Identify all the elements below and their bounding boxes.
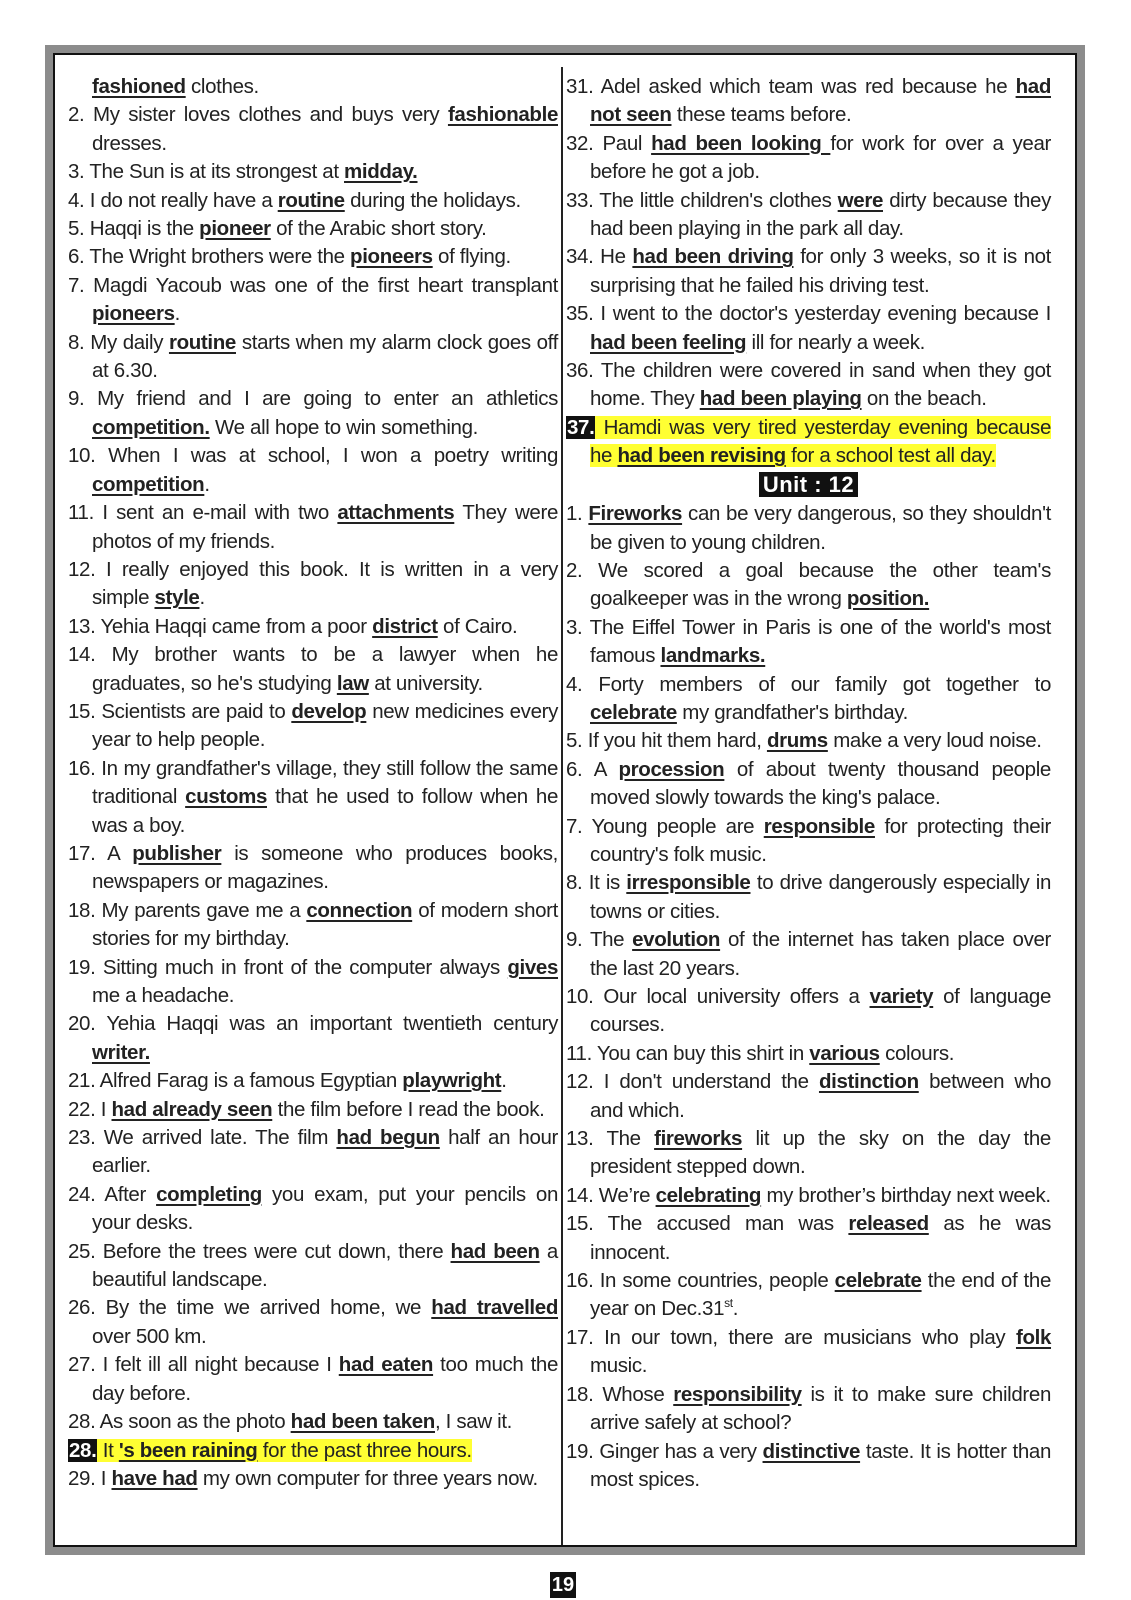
sentence-text: Yehia Haqqi was an important twentieth century — [106, 1012, 558, 1036]
exercise-item — [566, 756, 1051, 813]
answer-keyword: pioneer — [199, 217, 271, 241]
answer-keyword: folk — [1015, 1325, 1052, 1349]
sentence-text: The Eiffel Tower in Paris is one of the world's most famous — [589, 615, 1052, 668]
unit-header-label: Unit : 12 — [759, 472, 858, 497]
item-number: 8. — [68, 330, 91, 354]
answer-keyword: have had — [111, 1466, 198, 1490]
sentence-text: My daily — [90, 330, 169, 354]
sentence-text: my grandfather's birthday. — [676, 700, 908, 724]
sentence-text: for only 3 weeks, so it is not surprising that he failed his driving test. — [590, 245, 1052, 297]
sentence-text: He — [600, 245, 633, 269]
answer-keyword: released — [848, 1212, 929, 1236]
exercise-item — [566, 300, 1051, 357]
sentence-text: my brother’s birthday next week. — [761, 1183, 1051, 1207]
sentence-text: for a school test all day. — [785, 444, 996, 468]
item-number: 2. — [68, 103, 94, 127]
sentence-text: Scientists are paid to — [101, 699, 292, 723]
answer-keyword: fashioned — [92, 75, 186, 98]
sentence-text: at university. — [368, 671, 483, 695]
exercise-item — [68, 187, 558, 215]
exercise-item — [566, 130, 1051, 187]
answer-keyword: responsibility — [673, 1382, 802, 1406]
item-number: 20. — [68, 1012, 107, 1036]
page-content — [53, 53, 1077, 1547]
sentence-text: We arrived late. The film — [103, 1126, 337, 1150]
answer-keyword: had travelled — [431, 1296, 559, 1320]
exercise-item — [68, 1181, 558, 1238]
answer-keyword: evolution — [632, 928, 721, 952]
answer-keyword: irresponsible — [626, 871, 751, 895]
exercise-item — [566, 983, 1051, 1040]
item-number: 12. — [566, 1070, 604, 1094]
exercise-item — [566, 1125, 1051, 1182]
answer-keyword: routine — [168, 330, 236, 354]
sentence-text: the film before I read the book. — [272, 1097, 545, 1121]
sentence-text: I do not really have a — [89, 188, 278, 212]
answer-keyword: pioneers — [92, 302, 175, 326]
sentence-text: clothes. — [185, 75, 259, 98]
sentence-text: The Sun is at its strongest at — [89, 160, 345, 184]
sentence-text: The little children's clothes — [599, 188, 838, 212]
sentence-text: is it to make sure children arrive safely at school? — [590, 1382, 1052, 1435]
exercise-item — [68, 613, 558, 641]
item-number: 8. — [566, 871, 589, 895]
answer-keyword: had eaten — [338, 1353, 434, 1377]
sentence-text: half an hour earlier. — [92, 1126, 559, 1178]
answer-keyword: celebrating — [655, 1183, 762, 1207]
exercise-item — [566, 73, 1051, 130]
item-number: 9. — [68, 387, 98, 411]
unit-header — [566, 471, 1051, 500]
sentence-text: My sister loves clothes and buys very — [93, 103, 448, 127]
sentence-text: After — [104, 1182, 157, 1206]
answer-keyword: develop — [291, 699, 367, 723]
answer-keyword: had been taken — [290, 1410, 435, 1434]
exercise-item — [68, 840, 558, 897]
item-number: 12. — [68, 557, 106, 581]
sentence-text: my own computer for three years now. — [197, 1466, 538, 1490]
answer-keyword: responsible — [763, 814, 875, 838]
sentence-text: Yehia Haqqi came from a poor — [100, 614, 373, 638]
sentence-text: of the Arabic short story. — [270, 217, 487, 241]
item-number: 2. — [566, 558, 599, 582]
exercise-item — [68, 897, 558, 954]
sentence-text: of modern short stories for my birthday. — [92, 898, 559, 951]
exercise-item — [566, 243, 1051, 300]
exercise-item — [566, 1267, 1051, 1324]
sentence-text: Our local university offers a — [603, 985, 870, 1008]
sentence-text: The accused man was — [607, 1212, 849, 1236]
sentence-text: during the holidays. — [344, 188, 521, 212]
sentence-text: I sent an e-mail with two — [102, 501, 338, 525]
exercise-item — [68, 1238, 558, 1295]
sentence-text: We’re — [598, 1183, 656, 1207]
answer-keyword: writer. — [92, 1040, 150, 1064]
exercise-item — [566, 614, 1051, 671]
exercise-item — [566, 1068, 1051, 1125]
item-number: 15. — [68, 699, 102, 723]
item-number: 11. — [68, 501, 103, 525]
item-number: 7. — [68, 273, 94, 297]
exercise-item — [68, 1294, 558, 1351]
item-number: 13. — [566, 1127, 607, 1151]
sentence-text: By the time we arrived home, we — [105, 1296, 432, 1320]
sentence-text: . — [174, 302, 181, 326]
sentence-text: They were photos of my friends. — [92, 501, 558, 553]
exercise-item — [68, 1408, 558, 1436]
answer-keyword: had been driving — [632, 245, 794, 269]
answer-keyword: pioneers — [350, 245, 433, 269]
sentence-text: It is — [588, 871, 627, 895]
sentence-text: Before the trees were cut down, there — [102, 1239, 451, 1263]
exercise-item — [566, 813, 1051, 870]
answer-keyword: gives — [507, 955, 559, 979]
item-number: 15. — [566, 1212, 608, 1236]
answer-keyword: competition — [92, 472, 205, 496]
sentence-text: that he used to follow when he was a boy. — [92, 785, 558, 837]
item-number: 23. — [68, 1126, 104, 1150]
item-number: 36. — [566, 359, 601, 383]
answer-keyword: customs — [185, 785, 267, 809]
answer-keyword: variety — [869, 985, 934, 1008]
exercise-item — [566, 357, 1051, 414]
sentence-text: Paul — [602, 131, 652, 155]
sentence-text: between who and which. — [590, 1070, 1051, 1122]
exercise-item — [566, 1210, 1051, 1267]
answer-keyword: routine — [277, 188, 345, 212]
answer-keyword: fireworks — [654, 1127, 743, 1151]
exercise-item — [566, 1040, 1051, 1068]
exercise-item — [68, 1010, 558, 1067]
sentence-text: Ginger has a very — [599, 1439, 763, 1463]
item-number: 32. — [566, 131, 603, 155]
sentence-text: taste. It is hotter than most spices. — [590, 1439, 1051, 1491]
exercise-item — [566, 671, 1051, 728]
sentence-text: to drive dangerously especially in towns or cities. — [590, 871, 1051, 923]
item-number: 25. — [68, 1239, 103, 1263]
sentence-text: ill for nearly a week. — [746, 330, 925, 354]
exercise-item — [68, 755, 558, 840]
item-number: 14. — [68, 643, 112, 667]
exercise-item — [566, 557, 1051, 614]
sentence-text: Alfred Farag is a famous Egyptian — [99, 1069, 403, 1093]
sentence-text: can be very dangerous, so they shouldn't be given to young children. — [590, 502, 1051, 554]
item-number: 5. — [68, 217, 90, 241]
sentence-text: We scored a goal because the other team's goalkeeper was in the wrong — [590, 558, 1052, 611]
exercise-item — [68, 1096, 558, 1124]
sentence-text: a beautiful landscape. — [92, 1239, 558, 1292]
exercise-item — [68, 243, 558, 271]
sentence-text: . — [732, 1297, 739, 1321]
exercise-item — [68, 556, 558, 613]
sentence-text: , I saw it. — [434, 1410, 513, 1434]
sentence-text: new medicines every year to help people. — [92, 699, 558, 752]
sentence-text: for protecting their country's folk music. — [590, 814, 1051, 866]
answer-keyword: had already seen — [111, 1097, 273, 1121]
sentence-text: as he was innocent. — [590, 1212, 1051, 1264]
exercise-item — [68, 101, 558, 158]
sentence-text: The children were covered in sand when they got home. They — [590, 359, 1051, 411]
page-frame — [45, 45, 1085, 1555]
sentence-text: A — [107, 841, 133, 865]
answer-keyword: were — [837, 188, 883, 212]
exercise-item — [68, 954, 558, 1011]
answer-keyword: landmarks. — [660, 644, 766, 668]
exercise-item — [68, 385, 558, 442]
answer-keyword: had begun — [336, 1126, 440, 1150]
sentence-text: Adel asked which team was red because he — [600, 75, 1016, 98]
exercise-item — [566, 869, 1051, 926]
exercise-item — [68, 1124, 558, 1181]
exercise-item — [68, 215, 558, 243]
sentence-text: . — [501, 1069, 507, 1093]
sentence-text: music. — [590, 1354, 648, 1378]
exercise-item — [68, 1067, 558, 1095]
item-number: 6. — [68, 245, 90, 269]
answer-keyword: distinction — [818, 1070, 919, 1094]
sentence-text: colours. — [879, 1041, 955, 1065]
item-number: 17. — [68, 841, 108, 865]
sentence-text: Young people are — [591, 814, 764, 838]
item-number: 22. — [68, 1097, 101, 1121]
sentence-text: We all hope to win something. — [209, 415, 478, 439]
answer-keyword: district — [372, 614, 438, 638]
left-column — [68, 73, 558, 1493]
sentence-text: of about twenty thousand people moved slowly towards the king's palace. — [590, 757, 1051, 810]
exercise-item — [68, 272, 558, 329]
sentence-text: As soon as the photo — [99, 1410, 291, 1434]
sentence-text: My friend and I are going to enter an athletics — [97, 387, 558, 411]
exercise-item — [566, 1381, 1051, 1438]
exercise-item — [566, 1438, 1051, 1495]
item-number: 5. — [566, 729, 588, 753]
answer-keyword: had been feeling — [590, 330, 747, 354]
sentence-text: . — [204, 472, 210, 496]
answer-keyword: celebrate — [834, 1269, 922, 1293]
exercise-item — [566, 187, 1051, 244]
item-number: 19. — [566, 1439, 600, 1463]
sentence-text: lit up the sky on the day the president stepped down. — [590, 1127, 1051, 1179]
item-number: 29. — [68, 1466, 101, 1490]
sentence-text: dirty because they had been playing in the park all day. — [590, 188, 1051, 241]
exercise-item — [566, 414, 1051, 471]
sentence-text: starts when my alarm clock goes off at 6.30. — [92, 330, 558, 383]
sentence-text: You can buy this shirt in — [596, 1041, 810, 1065]
item-number: 6. — [566, 757, 594, 781]
sentence-text: for work for over a year before he got a job. — [590, 131, 1052, 184]
answer-keyword: connection — [306, 898, 413, 922]
sentence-text: is someone who produces books, newspapers or magazines. — [92, 841, 558, 894]
item-number: 24. — [68, 1182, 105, 1206]
answer-keyword: various — [809, 1041, 880, 1065]
sentence-text: Magdi Yacoub was one of the first heart transplant — [93, 273, 558, 297]
answer-keyword: had been looking — [651, 131, 831, 155]
answer-keyword: attachments — [337, 501, 455, 525]
answer-keyword: playwright — [402, 1069, 502, 1093]
sentence-text: The Wright brothers were the — [89, 245, 351, 269]
sentence-text: over 500 km. — [92, 1324, 207, 1348]
sentence-text: of the internet has taken place over the last 20 years. — [590, 928, 1051, 980]
answer-keyword: had been revising — [617, 444, 786, 468]
superscript: st — [724, 1296, 733, 1311]
sentence-text: I really enjoyed this book. It is written in a very simple — [92, 557, 558, 610]
answer-keyword: procession — [618, 757, 725, 781]
item-number: 21. — [68, 1069, 100, 1093]
exercise-item — [566, 1182, 1051, 1210]
answer-keyword: publisher — [132, 841, 222, 865]
page-number: 19 — [551, 1574, 575, 1596]
sentence-text: on the beach. — [861, 387, 987, 411]
sentence-text: In my grandfather's village, they still follow the same traditional — [92, 756, 558, 809]
item-number: 13. — [68, 614, 101, 638]
exercise-item — [68, 329, 558, 386]
item-number: 1. — [566, 502, 589, 526]
item-number: 18. — [566, 1382, 603, 1406]
sentence-text: Forty members of our family got together to — [598, 672, 1051, 696]
sentence-text: I don't understand the — [603, 1070, 819, 1094]
exercise-item — [68, 641, 558, 698]
item-number: 9. — [566, 928, 590, 952]
item-number: 17. — [566, 1325, 605, 1349]
sentence-text: In our town, there are musicians who play — [604, 1325, 1016, 1349]
item-number: 11. — [566, 1041, 597, 1065]
item-number: 4. — [566, 672, 599, 696]
item-number: 28. — [68, 1410, 100, 1434]
exercise-item — [566, 926, 1051, 983]
sentence-text: My brother wants to be a lawyer when he graduates, so he's studying — [92, 643, 558, 695]
sentence-text: me a headache. — [92, 984, 235, 1007]
item-number: 33. — [566, 188, 600, 212]
sentence-text: make a very loud noise. — [827, 729, 1042, 753]
sentence-text: The — [589, 928, 633, 952]
item-number: 27. — [68, 1353, 103, 1377]
sentence-text: of flying. — [432, 245, 511, 269]
answer-keyword: competition. — [92, 415, 210, 439]
sentence-text: It — [97, 1438, 119, 1462]
answer-keyword: had been playing — [699, 387, 862, 411]
item-number: 19. — [68, 955, 103, 979]
sentence-text: I — [100, 1466, 112, 1490]
sentence-text: of Cairo. — [437, 614, 518, 638]
right-column — [566, 73, 1051, 1494]
column-divider — [561, 67, 563, 1545]
sentence-text: dresses. — [92, 131, 167, 155]
sentence-text: for the past three hours. — [257, 1438, 472, 1462]
item-number: 3. — [566, 615, 590, 639]
item-number: 35. — [566, 302, 601, 326]
exercise-item — [68, 499, 558, 556]
sentence-text: Hamdi was very tired yesterday evening because he — [590, 415, 1051, 468]
answer-keyword: position. — [846, 587, 930, 611]
exercise-item — [68, 73, 558, 101]
answer-keyword: midday. — [344, 160, 418, 184]
exercise-item — [68, 1351, 558, 1408]
item-number: 28. — [69, 1438, 97, 1462]
item-number: 34. — [566, 245, 601, 269]
sentence-text: Sitting much in front of the computer always — [102, 955, 508, 979]
sentence-text: If you hit them hard, — [587, 729, 767, 753]
sentence-text: I went to the doctor's yesterday evening because I — [600, 302, 1051, 326]
answer-keyword: distinctive — [762, 1439, 861, 1463]
answer-keyword: completing — [156, 1182, 262, 1206]
sentence-text: When I was at school, I won a poetry writing — [108, 444, 558, 468]
item-number: 7. — [566, 814, 592, 838]
answer-keyword: celebrate — [590, 700, 677, 724]
answer-keyword: law — [336, 671, 369, 695]
exercise-item — [566, 500, 1051, 557]
exercise-item — [566, 1324, 1051, 1381]
item-number: 16. — [566, 1269, 600, 1293]
sentence-text: Whose — [602, 1382, 674, 1406]
sentence-text: Haqqi is the — [89, 217, 200, 241]
item-number: 26. — [68, 1296, 106, 1320]
answer-keyword: drums — [766, 729, 828, 753]
sentence-text: you exam, put your pencils on your desks. — [92, 1182, 558, 1235]
sentence-text: too much the day before. — [92, 1353, 559, 1405]
exercise-item — [68, 1437, 558, 1465]
answer-keyword: had been — [450, 1239, 540, 1263]
item-number: 14. — [566, 1183, 599, 1207]
answer-keyword: fashionable — [447, 103, 558, 127]
answer-keyword: had not seen — [590, 75, 1051, 127]
exercise-item — [68, 698, 558, 755]
exercise-item — [68, 1465, 558, 1493]
sentence-text: The — [606, 1127, 655, 1151]
item-number: 10. — [566, 985, 604, 1008]
exercise-item — [68, 442, 558, 499]
answer-keyword: style — [154, 586, 200, 610]
sentence-text: I — [100, 1097, 112, 1121]
sentence-text: I felt ill all night because I — [102, 1353, 339, 1377]
item-number: 37. — [567, 415, 595, 439]
sentence-text: . — [199, 586, 205, 610]
item-number: 3. — [68, 160, 90, 184]
sentence-text: A — [593, 757, 619, 781]
exercise-item — [68, 158, 558, 186]
sentence-text: the end of the year on Dec.31 — [590, 1269, 1052, 1321]
item-number: 16. — [68, 756, 102, 780]
sentence-text: My parents gave me a — [101, 898, 307, 922]
sentence-text: of language courses. — [590, 985, 1052, 1037]
item-number: 4. — [68, 188, 90, 212]
answer-keyword: 's been raining — [118, 1438, 258, 1462]
item-number: 18. — [68, 898, 102, 922]
item-number: 10. — [68, 444, 109, 468]
sentence-text: these teams before. — [671, 103, 852, 127]
exercise-item — [566, 727, 1051, 755]
sentence-text: In some countries, people — [599, 1269, 835, 1293]
item-number: 31. — [566, 75, 601, 98]
answer-keyword: Fireworks — [588, 502, 683, 526]
